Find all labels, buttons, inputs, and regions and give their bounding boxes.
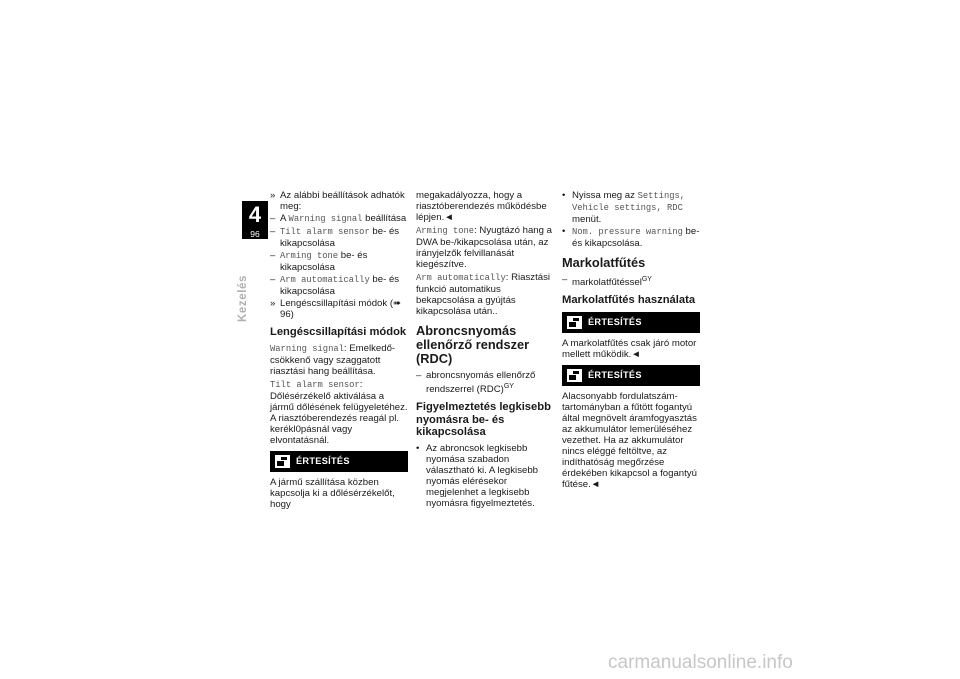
text: beállítása <box>362 213 407 224</box>
list-item-text: Lengéscsillapítási módok (➠ 96) <box>280 298 402 320</box>
list-item-text: Az alábbi beállítások adhatók meg: <box>280 190 405 212</box>
list-item <box>270 190 408 212</box>
chapter-number: 4 <box>248 202 262 227</box>
arrow-bullet-icon: » <box>270 190 276 201</box>
text: : Dőlésérzékelő aktiválása a jármű dőlésének felügyeletéhez. A riasztóberendezés reagál pl. kerékl0pásnál vagy elvontatásnál. <box>270 378 408 446</box>
arrow-bullet-icon: » <box>270 298 276 309</box>
paragraph: A jármű szállítása közben kapcsolja ki a dőlésérzékelőt, hogy <box>270 476 395 510</box>
text: markolatfűtéssel <box>572 277 642 289</box>
paragraph <box>270 343 408 377</box>
menu-term: Arming tone <box>280 251 339 261</box>
list-item <box>416 370 552 395</box>
menu-term: Arm automatically <box>280 275 370 285</box>
dot-bullet-icon: • <box>416 442 420 454</box>
dash-bullet-icon: – <box>270 226 276 237</box>
paragraph <box>416 225 552 270</box>
dot-bullet-icon: • <box>562 190 566 201</box>
column-1 <box>270 190 408 512</box>
text: menüt. <box>572 214 602 225</box>
text: be- és kikapcsolása <box>280 250 368 273</box>
menu-term: Tilt alarm sensor <box>270 379 360 390</box>
paragraph: megakadályozza, hogy a riasztóberendezés működésbe lépjen.◄ <box>416 190 547 223</box>
notice-bar <box>562 365 700 386</box>
text: abroncsnyomás ellenőrző rendszerrel (RDC) <box>426 370 536 396</box>
list-item <box>562 274 700 288</box>
section-heading: Figyelmeztetés legkisebb nyomásra be- és kikapcsolása <box>416 401 551 439</box>
text: Nyissa meg az <box>572 190 638 201</box>
list-item <box>270 250 408 273</box>
section-heading: Markolatfűtés <box>562 255 646 270</box>
dot-bullet-icon: • <box>562 226 566 237</box>
list-item <box>562 190 700 225</box>
section-heading: Markolatfűtés használata <box>562 294 696 307</box>
notice-bar <box>270 451 408 472</box>
text: be- és kikapcsolása <box>280 226 400 249</box>
notice-bar <box>562 312 700 333</box>
section-heading: Abroncsnyomás ellenőrző rendszer (RDC) <box>416 323 530 366</box>
text: A <box>280 213 289 224</box>
page-number: 96 <box>250 229 260 239</box>
notice-icon <box>567 369 582 382</box>
text: be- és kikapcsolása. <box>572 226 700 249</box>
superscript: GY <box>641 276 652 283</box>
dash-bullet-icon: – <box>270 213 276 224</box>
menu-term: Nom. pressure warning <box>572 227 683 237</box>
list-item <box>270 226 408 249</box>
notice-label: ÉRTESÍTÉS <box>588 316 642 327</box>
column-2 <box>416 190 552 510</box>
list-item <box>416 443 552 509</box>
text: be- és kikapcsolása <box>280 274 400 297</box>
section-heading: Lengéscsillapítási módok <box>270 326 407 338</box>
menu-term: Warning signal <box>288 214 363 224</box>
list-item <box>270 298 408 320</box>
watermark-text: carmanualsonline.info <box>608 652 793 673</box>
menu-term: Settings, Vehicle settings, RDC <box>572 191 686 213</box>
list-item <box>270 213 408 225</box>
chapter-tab <box>242 201 268 239</box>
list-item-text: Az abroncsok legkisebb nyomása szabadon választható ki. A legkisebb nyomás elérésekor megjelenhet a legkisebb nyomásra figyelmeztetés. <box>426 442 538 509</box>
paragraph: A markolatfűtés csak járó motor mellett működik.◄ <box>562 337 697 360</box>
text: : Nyugtázó hang a DWA be-/kikapcsolása után, az irányjelzők felvillanását kiegészítve. <box>416 225 552 270</box>
menu-term: Arming tone <box>416 226 475 236</box>
list-item <box>270 274 408 297</box>
dash-bullet-icon: – <box>562 274 568 285</box>
notice-label: ÉRTESÍTÉS <box>296 455 350 466</box>
dash-bullet-icon: – <box>270 250 276 261</box>
menu-term: Tilt alarm sensor <box>280 227 370 237</box>
dash-bullet-icon: – <box>416 370 422 381</box>
menu-term: Warning signal <box>270 343 344 354</box>
menu-term: Arm automatically <box>416 273 506 283</box>
paragraph: Alacsonyabb fordulatszám-tartományban a fűtött fogantyú által megnövelt áramfogyasztás az akkumulátor lemerüléséhez vezethet. Ha az akkumulátor nincs eléggé feltöltve, az indíthatóság megőrzése érdekében kikapcsol a fogantyú fűtése.◄ <box>562 390 697 490</box>
list-item <box>562 226 700 249</box>
column-3 <box>562 190 700 492</box>
text: : Riasztási funkció automatikus bekapcsolása a gyújtás kikapcsolása után.. <box>416 272 550 317</box>
section-label: Kezelés <box>237 274 249 322</box>
notice-icon <box>275 455 290 468</box>
dash-bullet-icon: – <box>270 274 276 285</box>
text: : Emelkedő-csökkenő vagy szaggatott riasztási hang beállítása. <box>270 342 396 377</box>
paragraph <box>270 379 408 446</box>
paragraph <box>416 272 552 317</box>
notice-label: ÉRTESÍTÉS <box>588 369 642 380</box>
notice-icon <box>567 316 582 329</box>
superscript: GY <box>503 383 514 390</box>
